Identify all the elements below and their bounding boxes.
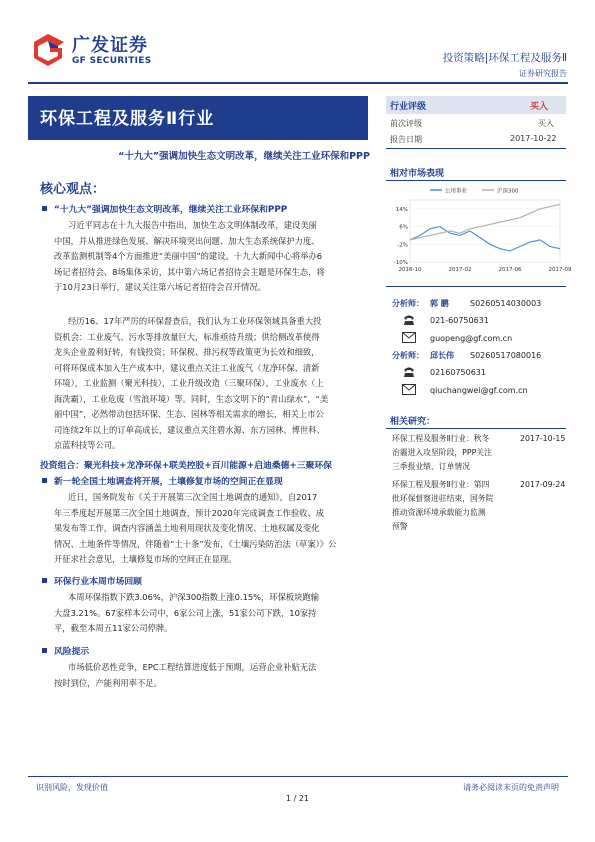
- bullet-icon: [42, 478, 47, 483]
- plot-frame: [410, 200, 560, 262]
- phone-icon: [402, 314, 416, 326]
- report-subtitle: “十九大”强调加快生态文明改革，继续关注工业环保和PPP: [118, 151, 370, 162]
- related-date-2: 2017-09-24: [520, 480, 566, 489]
- analyst-1-id: S0260514030003: [470, 299, 542, 308]
- rating-divider: [386, 148, 566, 149]
- logo-name: 广发证券: [72, 35, 148, 56]
- email-icon: [402, 384, 416, 395]
- related-item-2[interactable]: 环保工程及服务Ⅱ行业：第四 批环保督察进驻结束，国务院 推动资源环境承载能力监测 预警: [392, 480, 494, 531]
- analyst-2-name: 邱长伟: [430, 351, 454, 360]
- perf-divider: [386, 180, 566, 181]
- analyst-1-label: 分析师：: [392, 299, 424, 308]
- report-type: 证券研究报告: [519, 69, 567, 78]
- paragraph-5: 市场低价恶性竞争，EPC工程结算进度低于预期，运营企业补贴无法 按时到位，产能利用率不足。: [54, 662, 317, 688]
- bullet-heading-2: 新一轮全国土地调查将开展，土壤修复市场的空间正在显现: [54, 477, 283, 487]
- y-tick-label: 6%: [399, 224, 408, 231]
- series-line-1: [410, 227, 560, 251]
- analyst-1-email[interactable]: guopeng@gf.com.cn: [430, 334, 513, 343]
- related-item-1[interactable]: 环保工程及服务Ⅱ行业：秋冬 治霾进入攻坚阶段，PPP关注 三季报业绩、订单情况: [392, 434, 492, 471]
- analyst-2-phone: 02160750631: [430, 368, 486, 377]
- y-tick-label: 14%: [395, 206, 408, 213]
- related-title: 相关研究：: [390, 417, 436, 427]
- prev-rating-label: 前次评级: [390, 119, 422, 128]
- analyst-1-name: 郭 鹏: [430, 299, 449, 308]
- report-category: 投资策略|环保工程及服务Ⅱ: [442, 52, 567, 64]
- rating-value: 买入: [530, 102, 549, 112]
- report-date-label: 报告日期: [390, 135, 422, 144]
- y-tick-label: -2%: [397, 242, 408, 249]
- paragraph-1: 习近平同志在十九大报告中指出，加快生态文明体制改革，建设美丽 中国，并从推进绿色发展、解决环境突出问题、加大生态系统保护力度、 改革监测机制等4个方面推进“美丽中国”的建设。十九大新闻中心将举办6 场记者招待会、8场集体采访，其中第六场记者招待会主题是环保生态，将 于10月23日举行，建议关注第六场记者招待会召开情况。: [54, 220, 325, 292]
- analyst-2-email[interactable]: qiuchangwei@gf.com.cn: [430, 386, 528, 395]
- footer-slogan: 识别风险，发现价值: [36, 783, 108, 792]
- x-tick-label: 2016-10: [398, 267, 422, 273]
- related-date-1: 2017-10-15: [520, 434, 566, 443]
- x-tick-label: 2017-06: [498, 267, 522, 273]
- legend-label: 公用事业: [445, 188, 468, 195]
- bullet-heading-4: 风险提示: [54, 647, 90, 657]
- page-number: 1 / 21: [285, 794, 310, 803]
- analyst-2-id: S0260517080016: [470, 351, 542, 360]
- bullet-heading-1: “十九大”强调加快生态文明改革，继续关注工业环保和PPP: [54, 205, 288, 215]
- rating-label: 行业评级: [390, 102, 427, 112]
- section-title: 核心观点：: [40, 182, 106, 197]
- paragraph-3: 近日，国务院发布《关于开展第三次全国土地调查的通知》，自2017 年三季度起开展第三次全国土地调查，预计2020年完成调查工作验收、成 果发布等工作，调查内容涵盖土地利用现状及变化情况、土地权属及变化 情况、土地条件等情况，伴随着“土十条”发布，《土壤污染防治法（草案）》公 开征求社会意见，土壤修复市场的空间正在显现。: [54, 492, 337, 564]
- x-tick-label: 2017-09: [548, 267, 572, 273]
- report-date-value: 2017-10-22: [510, 134, 557, 143]
- paragraph-2: 经历16、17年严厉的环保督查后，我们认为工业环保领域具备重大投 资机会：工业废气、污水等排放量巨大，标准亟待升级；供给侧改革使得 龙头企业盈利好转，有钱投资；环保税、排污权等政策更为长效和细致， 可将环保成本加入生产成本中，建议重点关注工业废气（龙净环保、清新 环境），工业监测（聚光科技），工业升级改造（三聚环保），工业废水（上 海洗霸），工业危废（雪浪环境）等。同时，生态文明下的“青山绿水”，“美 丽中国”，必然带动包括环保、生态、园林等相关需求的增长，相关上市公 司连续2年以上的订单高成长，建议重点关注碧水源、东方园林、博世科、 京蓝科技等公司。: [54, 316, 329, 450]
- related-divider: [386, 428, 566, 429]
- portfolio-line: 投资组合：聚光科技+龙净环保+联美控股+百川能源+启迪桑德+三聚环保: [40, 461, 332, 471]
- perf-title: 相对市场表现: [390, 169, 445, 179]
- prev-rating-value: 买入: [538, 119, 554, 128]
- footer-disclaimer: 请务必阅读末页的免责声明: [463, 783, 559, 792]
- bullet-heading-3: 环保行业本周市场回顾: [54, 577, 142, 587]
- analyst-2-label: 分析师：: [392, 351, 424, 360]
- x-tick-label: 2017-02: [448, 267, 472, 273]
- analyst-1-phone: 021-60750631: [430, 316, 489, 325]
- bullet-icon: [42, 578, 47, 583]
- logo-english: GF SECURITIES: [72, 56, 152, 66]
- paragraph-4: 本周环保指数下跌3.06%，沪深300指数上涨0.15%，环保板块跑输 大盘3.21%。67家样本公司中，6家公司上涨，51家公司下跌，10家持 平，截至本周五11家公司停牌。: [54, 592, 320, 633]
- phone-icon: [402, 366, 416, 378]
- legend-label: 沪深300: [497, 188, 519, 195]
- email-icon: [402, 332, 416, 343]
- header-divider: [28, 82, 568, 84]
- chart-bottom-divider: [386, 286, 566, 287]
- y-tick-label: -10%: [393, 260, 408, 266]
- report-title: 环保工程及服务Ⅱ行业: [40, 109, 215, 129]
- footer-divider: [28, 776, 568, 777]
- relative-performance-chart: [386, 182, 572, 282]
- bullet-icon: [42, 648, 47, 653]
- bullet-icon: [42, 206, 47, 211]
- series-line-2: [410, 204, 560, 240]
- gf-logo-icon: [28, 30, 68, 70]
